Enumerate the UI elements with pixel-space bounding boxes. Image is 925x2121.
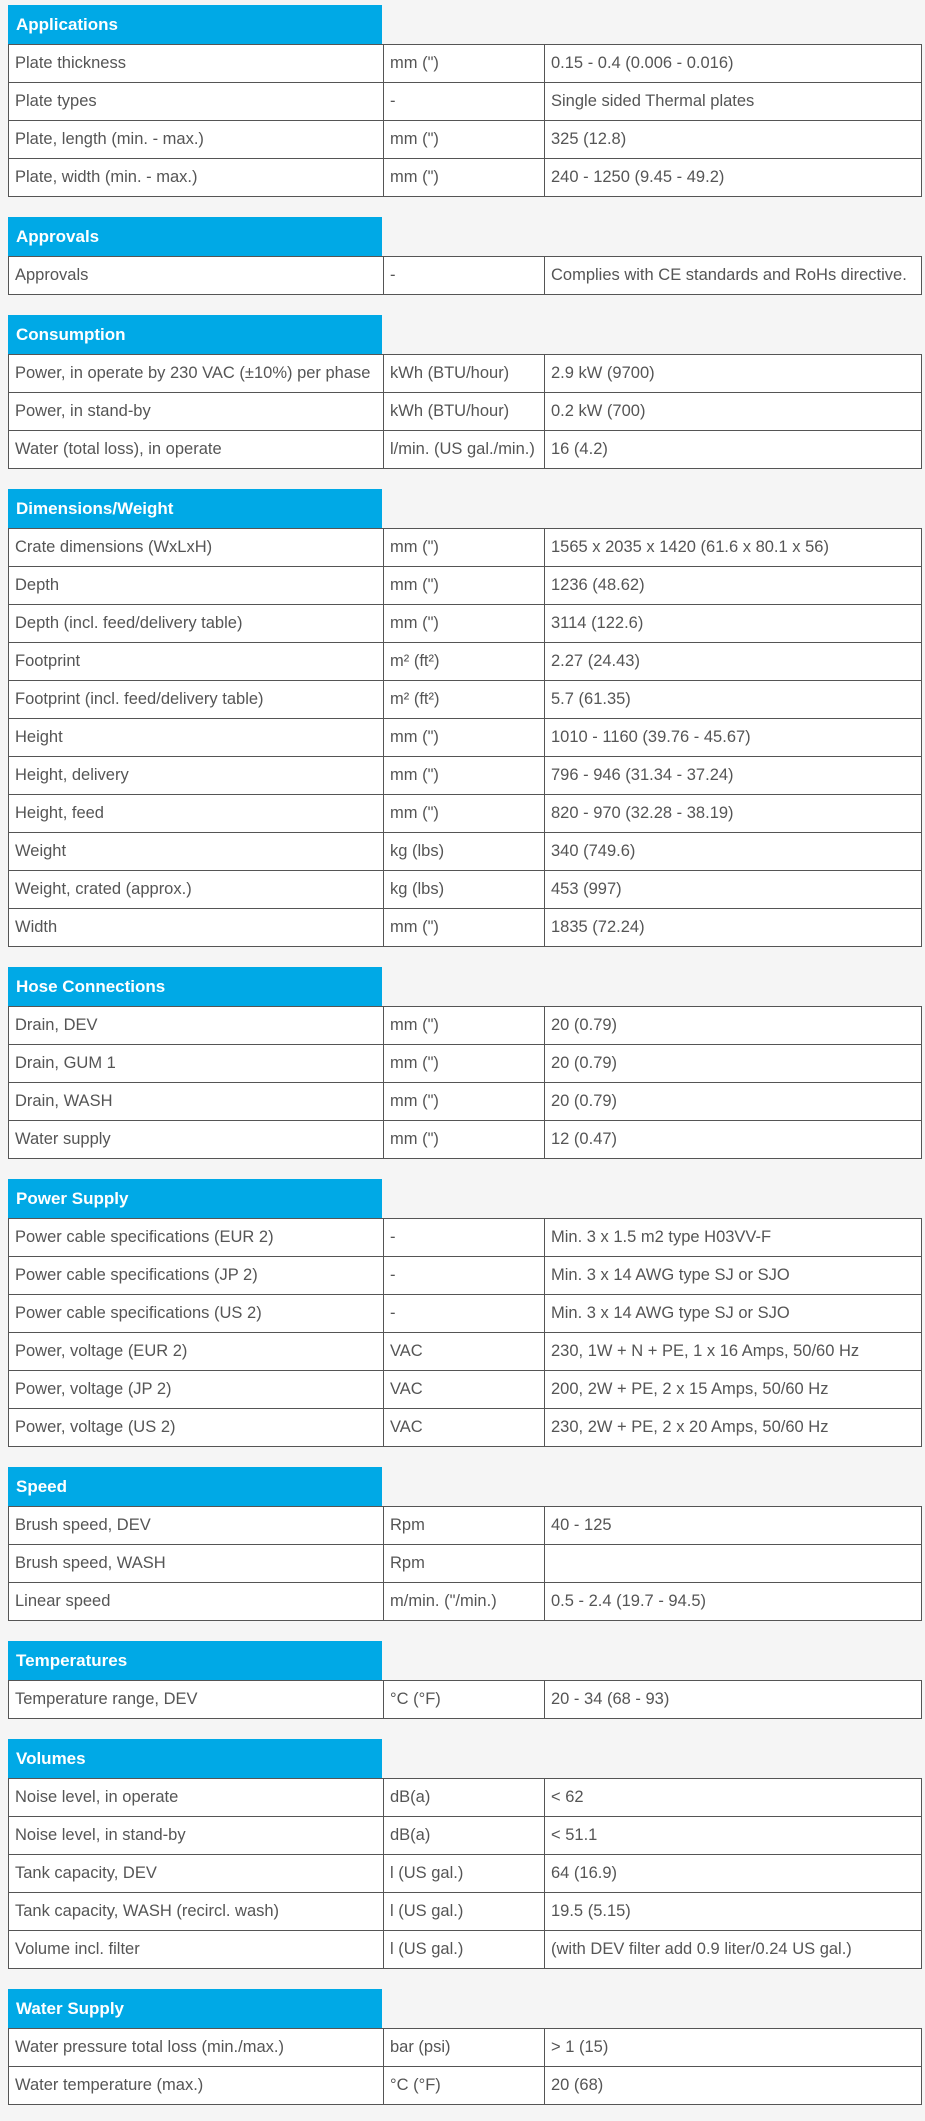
spec-value-cell: 20 (0.79)	[545, 1007, 922, 1045]
section-dimensions-weight	[8, 489, 921, 947]
section-header: Hose Connections	[8, 967, 382, 1006]
spec-table	[8, 1218, 922, 1447]
table-row	[9, 1545, 922, 1583]
section-header: Approvals	[8, 217, 382, 256]
section-spacer	[8, 197, 925, 217]
spec-value-cell: 20 (0.79)	[545, 1045, 922, 1083]
section-spacer	[8, 1621, 925, 1641]
spec-table	[8, 1778, 922, 1969]
table-row	[9, 1219, 922, 1257]
spec-value-cell: 0.2 kW (700)	[545, 393, 922, 431]
table-row	[9, 1083, 922, 1121]
table-row	[9, 1007, 922, 1045]
spec-property-cell: Power, in stand-by	[9, 393, 384, 431]
spec-value-cell: 0.15 - 0.4 (0.006 - 0.016)	[545, 45, 922, 83]
spec-value-cell: 240 - 1250 (9.45 - 49.2)	[545, 159, 922, 197]
spec-property-cell: Weight	[9, 833, 384, 871]
table-row	[9, 355, 922, 393]
table-row	[9, 719, 922, 757]
spec-unit-cell: °C (°F)	[384, 1681, 545, 1719]
section-approvals	[8, 217, 921, 295]
table-row	[9, 257, 922, 295]
table-row	[9, 1121, 922, 1159]
section-spacer	[8, 1447, 925, 1467]
spec-property-cell: Power cable specifications (JP 2)	[9, 1257, 384, 1295]
spec-property-cell: Power, voltage (JP 2)	[9, 1371, 384, 1409]
spec-table	[8, 354, 922, 469]
table-row	[9, 1295, 922, 1333]
section-header: Speed	[8, 1467, 382, 1506]
spec-property-cell: Volume incl. filter	[9, 1931, 384, 1969]
table-row	[9, 1507, 922, 1545]
spec-value-cell: 20 (68)	[545, 2067, 922, 2105]
spec-unit-cell: m² (ft²)	[384, 681, 545, 719]
spec-value-cell: 3114 (122.6)	[545, 605, 922, 643]
spec-value-cell: 1565 x 2035 x 1420 (61.6 x 80.1 x 56)	[545, 529, 922, 567]
spec-table	[8, 1506, 922, 1621]
spec-table	[8, 528, 922, 947]
spec-property-cell: Power, in operate by 230 VAC (±10%) per phase	[9, 355, 384, 393]
section-spacer	[8, 1159, 925, 1179]
spec-value-cell: 1835 (72.24)	[545, 909, 922, 947]
spec-unit-cell: l/min. (US gal./min.)	[384, 431, 545, 469]
spec-unit-cell: mm (")	[384, 567, 545, 605]
spec-property-cell: Height	[9, 719, 384, 757]
table-row	[9, 431, 922, 469]
section-spacer	[8, 469, 925, 489]
table-row	[9, 1409, 922, 1447]
spec-value-cell: 230, 2W + PE, 2 x 20 Amps, 50/60 Hz	[545, 1409, 922, 1447]
spec-unit-cell: l (US gal.)	[384, 1931, 545, 1969]
spec-unit-cell: mm (")	[384, 1007, 545, 1045]
spec-unit-cell: mm (")	[384, 1121, 545, 1159]
table-row	[9, 757, 922, 795]
section-spacer	[8, 947, 925, 967]
table-row	[9, 1045, 922, 1083]
spec-value-cell: 2.27 (24.43)	[545, 643, 922, 681]
spec-value-cell: 2.9 kW (9700)	[545, 355, 922, 393]
section-spacer	[8, 295, 925, 315]
spec-value-cell: 1236 (48.62)	[545, 567, 922, 605]
spec-value-cell: 820 - 970 (32.28 - 38.19)	[545, 795, 922, 833]
spec-value-cell: 12 (0.47)	[545, 1121, 922, 1159]
spec-table	[8, 2028, 922, 2105]
spec-table	[8, 1680, 922, 1719]
spec-property-cell: Drain, GUM 1	[9, 1045, 384, 1083]
spec-table	[8, 1006, 922, 1159]
spec-unit-cell: mm (")	[384, 719, 545, 757]
table-row	[9, 909, 922, 947]
table-row	[9, 1257, 922, 1295]
spec-value-cell: 20 - 34 (68 - 93)	[545, 1681, 922, 1719]
spec-property-cell: Width	[9, 909, 384, 947]
spec-unit-cell: l (US gal.)	[384, 1855, 545, 1893]
spec-unit-cell: bar (psi)	[384, 2029, 545, 2067]
spec-value-cell: < 62	[545, 1779, 922, 1817]
spec-unit-cell: mm (")	[384, 121, 545, 159]
spec-property-cell: Drain, WASH	[9, 1083, 384, 1121]
table-row	[9, 121, 922, 159]
spec-unit-cell: -	[384, 1257, 545, 1295]
spec-unit-cell: -	[384, 1295, 545, 1333]
section-header: Dimensions/Weight	[8, 489, 382, 528]
table-row	[9, 1681, 922, 1719]
spec-property-cell: Plate types	[9, 83, 384, 121]
spec-value-cell	[545, 1545, 922, 1583]
spec-value-cell: 325 (12.8)	[545, 121, 922, 159]
spec-unit-cell: mm (")	[384, 795, 545, 833]
spec-unit-cell: °C (°F)	[384, 2067, 545, 2105]
spec-unit-cell: l (US gal.)	[384, 1893, 545, 1931]
table-row	[9, 1779, 922, 1817]
spec-property-cell: Water pressure total loss (min./max.)	[9, 2029, 384, 2067]
spec-property-cell: Linear speed	[9, 1583, 384, 1621]
spec-property-cell: Temperature range, DEV	[9, 1681, 384, 1719]
table-row	[9, 1583, 922, 1621]
table-row	[9, 1931, 922, 1969]
spec-unit-cell: mm (")	[384, 159, 545, 197]
spec-property-cell: Noise level, in stand-by	[9, 1817, 384, 1855]
spec-unit-cell: dB(a)	[384, 1779, 545, 1817]
spec-property-cell: Approvals	[9, 257, 384, 295]
spec-unit-cell: mm (")	[384, 45, 545, 83]
section-spacer	[8, 1719, 925, 1739]
spec-value-cell: Min. 3 x 14 AWG type SJ or SJO	[545, 1295, 922, 1333]
table-row	[9, 643, 922, 681]
spec-value-cell: 20 (0.79)	[545, 1083, 922, 1121]
spec-table	[8, 256, 922, 295]
spec-property-cell: Noise level, in operate	[9, 1779, 384, 1817]
spec-value-cell: 19.5 (5.15)	[545, 1893, 922, 1931]
spec-value-cell: 200, 2W + PE, 2 x 15 Amps, 50/60 Hz	[545, 1371, 922, 1409]
spec-unit-cell: -	[384, 83, 545, 121]
spec-value-cell: 796 - 946 (31.34 - 37.24)	[545, 757, 922, 795]
spec-property-cell: Tank capacity, WASH (recircl. wash)	[9, 1893, 384, 1931]
section-spacer	[8, 1969, 925, 1989]
spec-value-cell: 16 (4.2)	[545, 431, 922, 469]
spec-property-cell: Footprint	[9, 643, 384, 681]
section-header: Power Supply	[8, 1179, 382, 1218]
table-row	[9, 1855, 922, 1893]
table-row	[9, 2067, 922, 2105]
spec-unit-cell: VAC	[384, 1409, 545, 1447]
table-row	[9, 83, 922, 121]
spec-property-cell: Power cable specifications (EUR 2)	[9, 1219, 384, 1257]
spec-property-cell: Height, delivery	[9, 757, 384, 795]
spec-property-cell: Power, voltage (EUR 2)	[9, 1333, 384, 1371]
spec-unit-cell: Rpm	[384, 1507, 545, 1545]
spec-value-cell: 0.5 - 2.4 (19.7 - 94.5)	[545, 1583, 922, 1621]
spec-property-cell: Depth (incl. feed/delivery table)	[9, 605, 384, 643]
spec-value-cell: 5.7 (61.35)	[545, 681, 922, 719]
table-row	[9, 529, 922, 567]
spec-property-cell: Plate thickness	[9, 45, 384, 83]
spec-unit-cell: mm (")	[384, 1083, 545, 1121]
spec-value-cell: Complies with CE standards and RoHs directive.	[545, 257, 922, 295]
spec-unit-cell: m² (ft²)	[384, 643, 545, 681]
section-water-supply	[8, 1989, 921, 2105]
section-header: Applications	[8, 5, 382, 44]
table-row	[9, 1893, 922, 1931]
spec-unit-cell: VAC	[384, 1333, 545, 1371]
spec-property-cell: Power cable specifications (US 2)	[9, 1295, 384, 1333]
table-row	[9, 45, 922, 83]
section-power-supply	[8, 1179, 921, 1447]
table-row	[9, 2029, 922, 2067]
spec-value-cell: 40 - 125	[545, 1507, 922, 1545]
spec-unit-cell: mm (")	[384, 529, 545, 567]
spec-value-cell: > 1 (15)	[545, 2029, 922, 2067]
table-row	[9, 567, 922, 605]
spec-unit-cell: mm (")	[384, 605, 545, 643]
spec-property-cell: Water supply	[9, 1121, 384, 1159]
spec-unit-cell: mm (")	[384, 1045, 545, 1083]
spec-value-cell: Single sided Thermal plates	[545, 83, 922, 121]
table-row	[9, 1817, 922, 1855]
spec-value-cell: 340 (749.6)	[545, 833, 922, 871]
table-row	[9, 795, 922, 833]
section-temperatures	[8, 1641, 921, 1719]
spec-unit-cell: kWh (BTU/hour)	[384, 393, 545, 431]
spec-property-cell: Plate, length (min. - max.)	[9, 121, 384, 159]
spec-value-cell: 453 (997)	[545, 871, 922, 909]
spec-unit-cell: Rpm	[384, 1545, 545, 1583]
spec-value-cell: 1010 - 1160 (39.76 - 45.67)	[545, 719, 922, 757]
table-row	[9, 605, 922, 643]
spec-property-cell: Brush speed, WASH	[9, 1545, 384, 1583]
spec-value-cell: (with DEV filter add 0.9 liter/0.24 US gal.)	[545, 1931, 922, 1969]
spec-value-cell: 230, 1W + N + PE, 1 x 16 Amps, 50/60 Hz	[545, 1333, 922, 1371]
spec-table	[8, 44, 922, 197]
table-row	[9, 681, 922, 719]
spec-property-cell: Weight, crated (approx.)	[9, 871, 384, 909]
section-header: Water Supply	[8, 1989, 382, 2028]
spec-unit-cell: -	[384, 1219, 545, 1257]
section-volumes	[8, 1739, 921, 1969]
spec-unit-cell: m/min. ("/min.)	[384, 1583, 545, 1621]
spec-property-cell: Crate dimensions (WxLxH)	[9, 529, 384, 567]
table-row	[9, 159, 922, 197]
spec-unit-cell: mm (")	[384, 757, 545, 795]
spec-property-cell: Water (total loss), in operate	[9, 431, 384, 469]
section-speed	[8, 1467, 921, 1621]
table-row	[9, 393, 922, 431]
spec-unit-cell: kg (lbs)	[384, 871, 545, 909]
table-row	[9, 1333, 922, 1371]
spec-property-cell: Power, voltage (US 2)	[9, 1409, 384, 1447]
section-header: Volumes	[8, 1739, 382, 1778]
table-row	[9, 871, 922, 909]
spec-value-cell: Min. 3 x 1.5 m2 type H03VV-F	[545, 1219, 922, 1257]
spec-unit-cell: kg (lbs)	[384, 833, 545, 871]
spec-property-cell: Plate, width (min. - max.)	[9, 159, 384, 197]
spec-unit-cell: VAC	[384, 1371, 545, 1409]
section-header: Temperatures	[8, 1641, 382, 1680]
section-applications	[8, 5, 921, 197]
spec-value-cell: 64 (16.9)	[545, 1855, 922, 1893]
spec-property-cell: Height, feed	[9, 795, 384, 833]
section-consumption	[8, 315, 921, 469]
spec-value-cell: < 51.1	[545, 1817, 922, 1855]
spec-unit-cell: mm (")	[384, 909, 545, 947]
spec-unit-cell: kWh (BTU/hour)	[384, 355, 545, 393]
spec-property-cell: Drain, DEV	[9, 1007, 384, 1045]
spec-property-cell: Water temperature (max.)	[9, 2067, 384, 2105]
table-row	[9, 833, 922, 871]
section-hose-connections	[8, 967, 921, 1159]
section-header: Consumption	[8, 315, 382, 354]
spec-value-cell: Min. 3 x 14 AWG type SJ or SJO	[545, 1257, 922, 1295]
spec-property-cell: Tank capacity, DEV	[9, 1855, 384, 1893]
table-row	[9, 1371, 922, 1409]
spec-unit-cell: -	[384, 257, 545, 295]
spec-property-cell: Brush speed, DEV	[9, 1507, 384, 1545]
spec-property-cell: Footprint (incl. feed/delivery table)	[9, 681, 384, 719]
spec-property-cell: Depth	[9, 567, 384, 605]
spec-unit-cell: dB(a)	[384, 1817, 545, 1855]
